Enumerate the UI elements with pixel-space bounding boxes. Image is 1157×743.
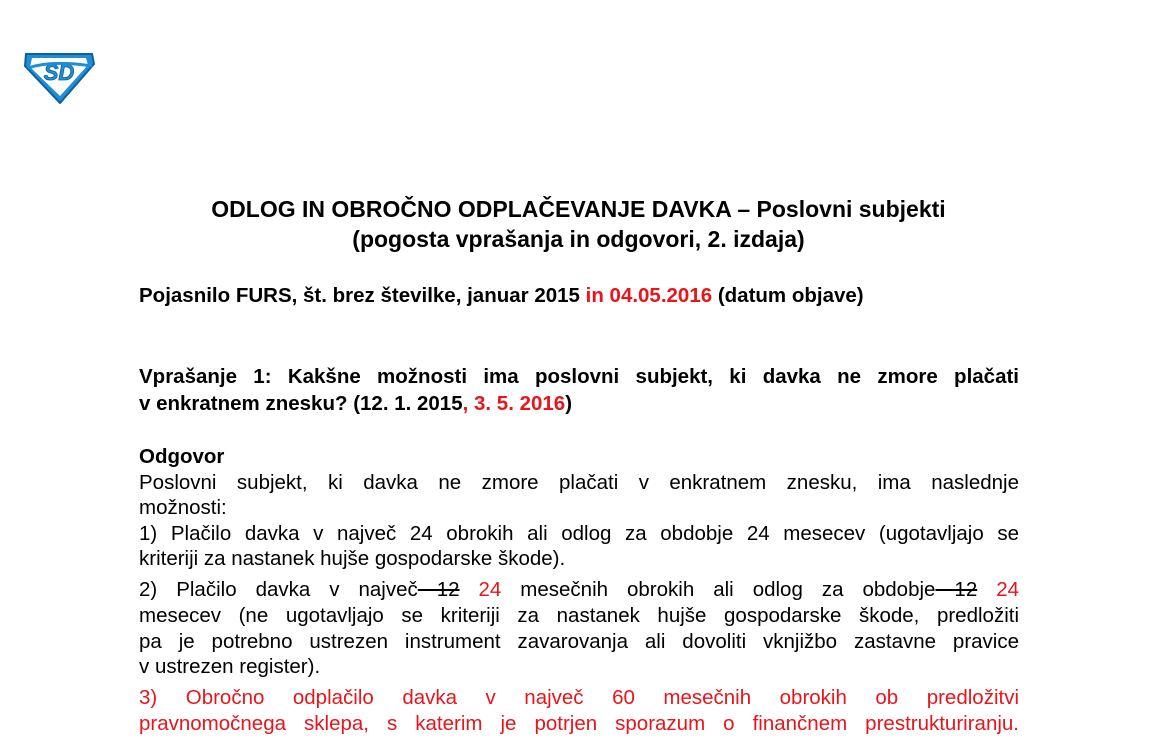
answer-item-2-line-2: mesecev (ne ugotavljajo se kriteriji za nastanek hujše gospodarske škode, predložiti	[139, 604, 1019, 627]
item-2-new-24-b: 24	[977, 578, 1019, 601]
document-title-line-1: ODLOG IN OBROČNO ODPLAČEVANJE DAVKA – Poslovni subjekti	[211, 196, 946, 222]
sd-logo-icon	[22, 46, 96, 104]
answer-item-2-line-1	[139, 577, 1019, 602]
svg-text:SD: SD	[43, 60, 75, 85]
source-added-date: in 04.05.2016	[585, 284, 713, 307]
item-2-struck-12-b: 12	[935, 578, 978, 601]
source-prefix: Pojasnilo FURS, št. brez številke, januar 2015	[139, 284, 586, 307]
item-2-text-2: mesečnih obrokih ali odlog za obdobje	[501, 578, 936, 601]
item-2-text-1: 2) Plačilo davka v največ	[139, 578, 418, 601]
answer-item-3-line-1: 3) Obročno odplačilo davka v največ 60 mesečnih obrokih ob predložitvi	[139, 686, 1019, 709]
answer-item-1-line-1: 1) Plačilo davka v največ 24 obrokih ali odlog za obdobje 24 mesecev (ugotavljajo se	[139, 522, 1019, 545]
answer-intro-line-2: možnosti:	[139, 496, 227, 519]
answer-item-1-line-2: kriteriji za nastanek hujše gospodarske škode).	[139, 547, 566, 570]
answer-item-2-line-3: pa je potrebno ustrezen instrument zavarovanja ali dovoliti vknjižbo zastavne pravice	[139, 630, 1019, 653]
answer-heading: Odgovor	[139, 445, 225, 468]
document-title-line-2: (pogosta vprašanja in odgovori, 2. izdaja)	[352, 226, 805, 252]
source-suffix: (datum objave)	[712, 284, 864, 307]
answer-item-2-line-4: v ustrezen register).	[139, 655, 321, 678]
question-line-2-prefix: v enkratnem znesku? (12. 1. 2015	[139, 392, 463, 415]
source-line	[139, 283, 1019, 308]
item-2-new-24-a: 24	[459, 578, 502, 601]
question-line-2-suffix: )	[565, 392, 573, 415]
item-2-struck-12-a: 12	[417, 578, 460, 601]
question-line-2	[139, 391, 1019, 416]
question-line-1: Vprašanje 1: Kakšne možnosti ima poslovni subjekt, ki davka ne zmore plačati	[139, 365, 1019, 388]
answer-intro-line-1: Poslovni subjekt, ki davka ne zmore plačati v enkratnem znesku, ima naslednje	[139, 471, 1019, 494]
question-added-date: , 3. 5. 2016	[462, 392, 566, 415]
answer-item-3-line-2: pravnomočnega sklepa, s katerim je potrjen sporazum o finančnem prestrukturiranju.	[139, 712, 1019, 735]
